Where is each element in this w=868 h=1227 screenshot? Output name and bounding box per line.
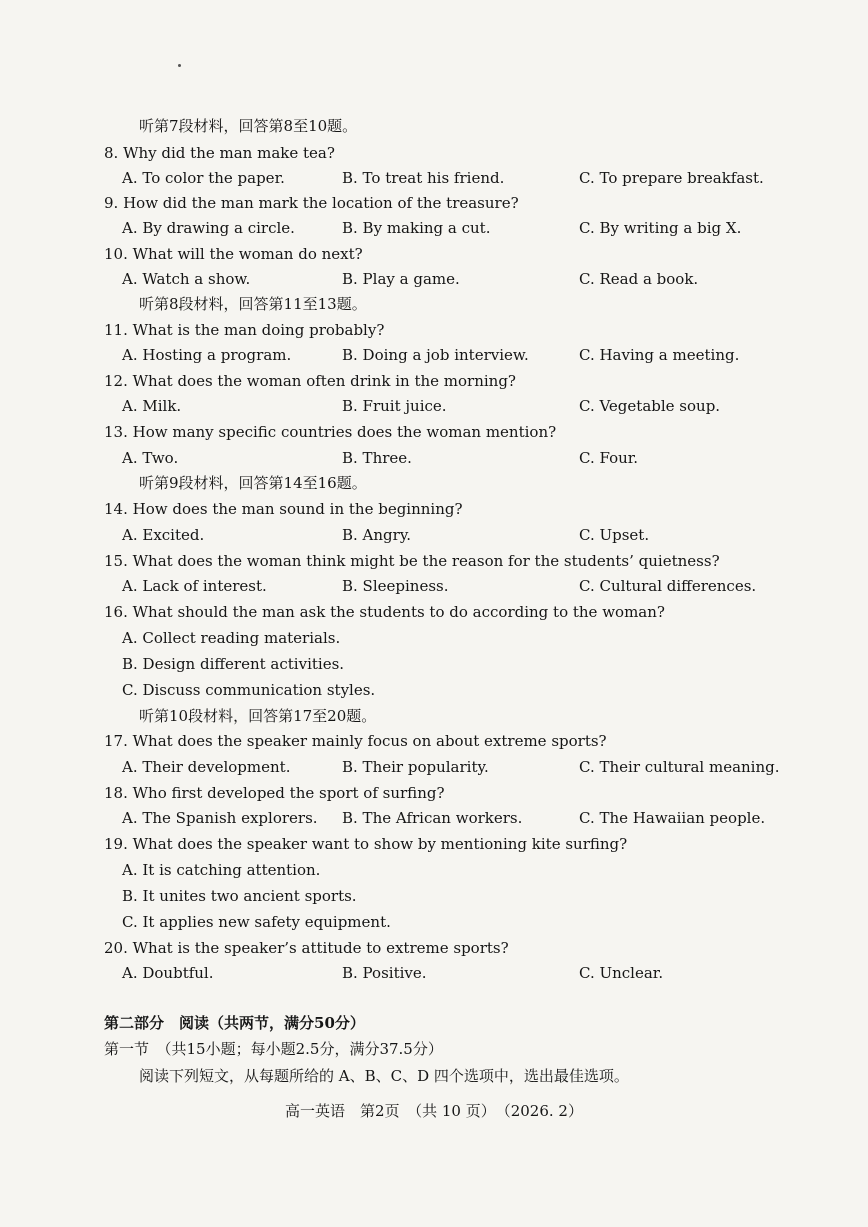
option-8b: B. To treat his friend. [342,169,505,187]
option-12a: A. Milk. [122,397,182,415]
question-14: 14. How does the man sound in the beginning? [104,500,463,518]
option-10a: A. Watch a show. [122,270,251,288]
speck-mark [178,64,181,67]
option-9c: C. By writing a big X. [579,219,742,237]
option-20b: B. Positive. [342,964,427,982]
question-18: 18. Who first developed the sport of surfing? [104,784,445,802]
option-15c: C. Cultural differences. [579,577,757,595]
option-11c: C. Having a meeting. [579,346,740,364]
question-9: 9. How did the man mark the location of the treasure? [104,194,519,212]
option-12b: B. Fruit juice. [342,397,447,415]
section-heading-10: 听第10段材料，回答第17至20题。 [139,707,377,725]
option-20a: A. Doubtful. [122,964,214,982]
option-15a: A. Lack of interest. [122,577,267,595]
question-15: 15. What does the woman think might be the reason for the students’ quietness? [104,552,720,570]
option-14b: B. Angry. [342,526,412,544]
question-11: 11. What is the man doing probably? [104,321,385,339]
option-10c: C. Read a book. [579,270,699,288]
option-13b: B. Three. [342,449,412,467]
option-15b: B. Sleepiness. [342,577,449,595]
question-8: 8. Why did the man make tea? [104,144,335,162]
option-18b: B. The African workers. [342,809,523,827]
section-heading-7: 听第7段材料，回答第8至10题。 [139,117,358,135]
option-19b: B. It unites two ancient sports. [122,887,357,905]
option-10b: B. Play a game. [342,270,460,288]
section-heading-8: 听第8段材料，回答第11至13题。 [139,295,367,313]
option-16b: B. Design different activities. [122,655,345,673]
option-11a: A. Hosting a program. [122,346,292,364]
option-9a: A. By drawing a circle. [122,219,295,237]
option-17c: C. Their cultural meaning. [579,758,780,776]
option-18c: C. The Hawaiian people. [579,809,766,827]
option-18a: A. The Spanish explorers. [122,809,318,827]
section-heading-9: 听第9段材料，回答第14至16题。 [139,474,367,492]
option-17a: A. Their development. [122,758,291,776]
option-9b: B. By making a cut. [342,219,491,237]
question-19: 19. What does the speaker want to show by mentioning kite surfing? [104,835,628,853]
part2-section1: 第一节 （共15小题；每小题2.5分，满分37.5分） [104,1040,443,1058]
option-14c: C. Upset. [579,526,650,544]
option-19a: A. It is catching attention. [122,861,321,879]
question-13: 13. How many specific countries does the woman mention? [104,423,557,441]
option-13a: A. Two. [122,449,179,467]
option-16c: C. Discuss communication styles. [122,681,376,699]
option-16a: A. Collect reading materials. [122,629,341,647]
part2-instruction: 阅读下列短文，从每题所给的 A、B、C、D 四个选项中，选出最佳选项。 [139,1067,629,1085]
option-19c: C. It applies new safety equipment. [122,913,391,931]
option-11b: B. Doing a job interview. [342,346,529,364]
question-20: 20. What is the speaker’s attitude to extreme sports? [104,939,509,957]
question-17: 17. What does the speaker mainly focus on about extreme sports? [104,732,607,750]
option-17b: B. Their popularity. [342,758,489,776]
part2-title: 第二部分 阅读（共两节，满分50分） [104,1014,365,1032]
option-20c: C. Unclear. [579,964,664,982]
question-12: 12. What does the woman often drink in the morning? [104,372,516,390]
question-16: 16. What should the man ask the students to do according to the woman? [104,603,665,621]
option-8c: C. To prepare breakfast. [579,169,764,187]
option-8a: A. To color the paper. [122,169,285,187]
option-14a: A. Excited. [122,526,205,544]
option-12c: C. Vegetable soup. [579,397,721,415]
page-footer: 高一英语 第2页 （共 10 页） （2026. 2） [285,1102,583,1120]
option-13c: C. Four. [579,449,639,467]
question-10: 10. What will the woman do next? [104,245,363,263]
